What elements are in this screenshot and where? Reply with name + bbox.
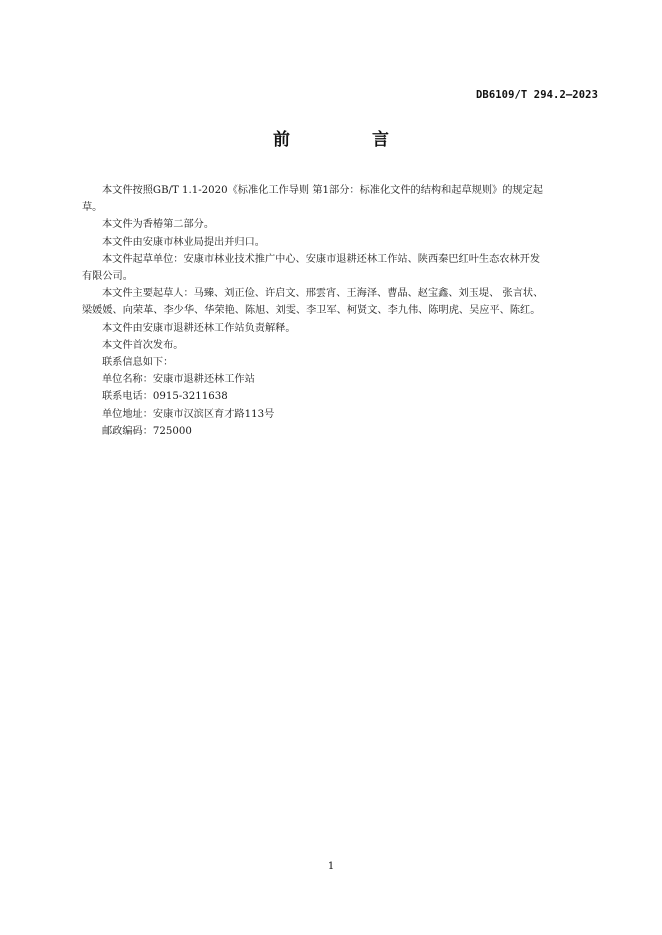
page-number: 1 (327, 861, 335, 872)
paragraph-standard-basis-cont: 草。 (82, 202, 103, 214)
paragraph-interpretation: 本文件由安康市退耕还林工作站负责解释。 (102, 322, 296, 334)
document-code: DB6109/T 294.2—2023 (475, 89, 598, 101)
paragraph-drafters-cont: 梁媛媛、向荣革、李少华、华荣艳、陈旭、刘雯、李卫军、柯贤文、李九伟、陈明虎、吴应平、陈红。 (82, 305, 541, 317)
paragraph-drafting-units-cont: 有限公司。 (82, 271, 133, 283)
page-title: 前 言 (273, 130, 427, 150)
foreword-body (82, 182, 598, 440)
contact-postal-code: 邮政编码：725000 (102, 425, 192, 437)
paragraph-part-info: 本文件为香椿第二部分。 (102, 219, 215, 231)
contact-address: 单位地址：安康市汉滨区育才路113号 (102, 408, 275, 420)
paragraph-drafting-units: 本文件起草单位：安康市林业技术推广中心、安康市退耕还林工作站、陕西秦巴红叶生态农林开发 (102, 253, 541, 265)
paragraph-standard-basis: 本文件按照GB/T 1.1-2020《标准化工作导则 第1部分：标准化文件的结构和起草规则》的规定起 (102, 185, 543, 196)
contact-unit-name: 单位名称：安康市退耕还林工作站 (102, 374, 255, 386)
paragraph-contact-heading: 联系信息如下： (102, 357, 174, 369)
paragraph-first-release: 本文件首次发布。 (102, 339, 184, 351)
paragraph-proposer: 本文件由安康市林业局提出并归口。 (102, 236, 265, 248)
paragraph-drafters: 本文件主要起草人：马臻、刘正俭、许启文、邢雲宵、王海泽、曹晶、赵宝鑫、刘玉堤、 张言状、 (102, 288, 544, 300)
contact-phone: 联系电话：0915-3211638 (102, 391, 228, 403)
